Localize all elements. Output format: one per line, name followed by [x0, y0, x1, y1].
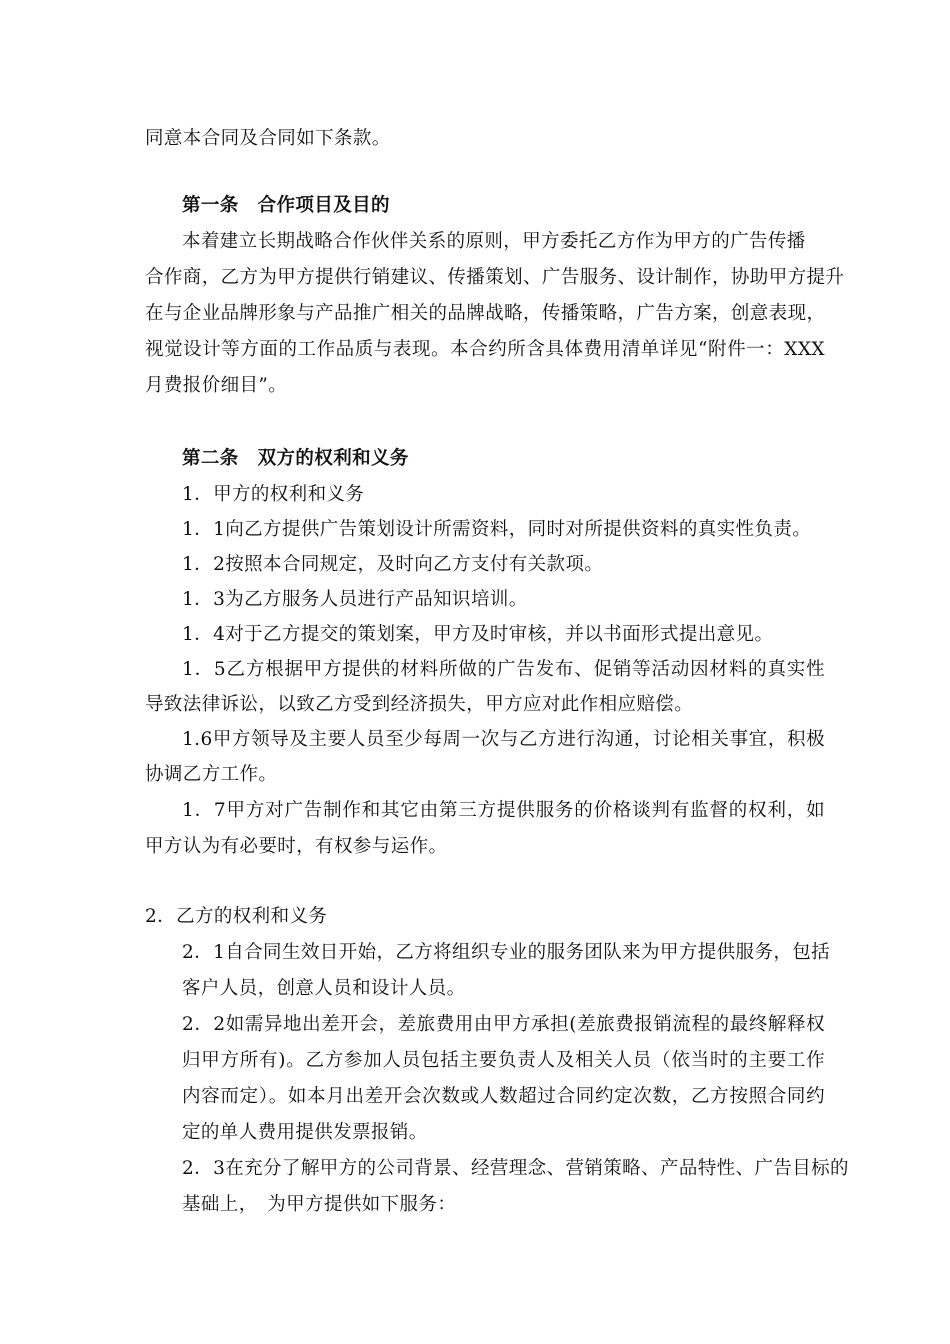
party-a-line: 1．4对于乙方提交的策划案，甲方及时审核，并以书面形式提出意见。 — [182, 624, 774, 645]
party-a-line: 1.6甲方领导及主要人员至少每周一次与乙方进行沟通，讨论相关事宜，积极 — [182, 729, 825, 750]
article-1-line: 月费报价细目”。 — [145, 375, 288, 396]
article-1-line: 视觉设计等方面的工作品质与表现。本合约所含具体费用清单详见“附件一：XXX — [145, 339, 825, 360]
article-1-line: 本着建立长期战略合作伙伴关系的原则，甲方委托乙方作为甲方的广告传播 — [182, 231, 806, 252]
party-a-line: 1．7甲方对广告制作和其它由第三方提供服务的价格谈判有监督的权利，如 — [182, 800, 825, 821]
party-b-title: 2．乙方的权利和义务 — [145, 906, 328, 927]
party-a-title: 1．甲方的权利和义务 — [182, 484, 365, 505]
party-a-line: 协调乙方工作。 — [145, 764, 278, 785]
party-a-line: 1．2按照本合同规定，及时向乙方支付有关款项。 — [182, 554, 604, 575]
party-b-line: 内容而定）。如本月出差开会次数或人数超过合同约定次数，乙方按照合同约 — [182, 1086, 825, 1107]
party-a-line: 1．3为乙方服务人员进行产品知识培训。 — [182, 589, 528, 610]
party-b-line: 基础上， 为甲方提供如下服务： — [182, 1194, 457, 1215]
article-2-heading: 第二条 双方的权利和义务 — [182, 448, 409, 469]
article-1-heading: 第一条 合作项目及目的 — [182, 195, 390, 216]
party-a-line: 1．5乙方根据甲方提供的材料所做的广告发布、促销等活动因材料的真实性 — [182, 659, 825, 680]
article-1-line: 合作商，乙方为甲方提供行销建议、传播策划、广告服务、设计制作，协助甲方提升 — [145, 267, 845, 288]
party-b-line: 客户人员，创意人员和设计人员。 — [182, 978, 466, 999]
party-a-line: 导致法律诉讼，以致乙方受到经济损失，甲方应对此作相应赔偿。 — [145, 694, 694, 715]
party-b-line: 2．2如需异地出差开会，差旅费用由甲方承担(差旅费报销流程的最终解释权 — [182, 1014, 825, 1035]
party-b-line: 归甲方所有)。乙方参加人员包括主要负责人及相关人员（依当时的主要工作 — [182, 1050, 825, 1071]
party-b-line: 定的单人费用提供发票报销。 — [182, 1122, 428, 1143]
opening-line: 同意本合同及合同如下条款。 — [145, 128, 391, 149]
party-b-line: 2．3在充分了解甲方的公司背景、经营理念、营销策略、产品特性、广告目标的 — [182, 1158, 849, 1179]
party-a-line: 1．1向乙方提供广告策划设计所需资料，同时对所提供资料的真实性负责。 — [182, 519, 812, 540]
article-1-line: 在与企业品牌形象与产品推广相关的品牌战略，传播策略，广告方案，创意表现， — [145, 303, 826, 324]
party-a-line: 甲方认为有必要时，有权参与运作。 — [145, 836, 448, 857]
party-b-line: 2．1自合同生效日开始，乙方将组织专业的服务团队来为甲方提供服务，包括 — [182, 942, 831, 963]
